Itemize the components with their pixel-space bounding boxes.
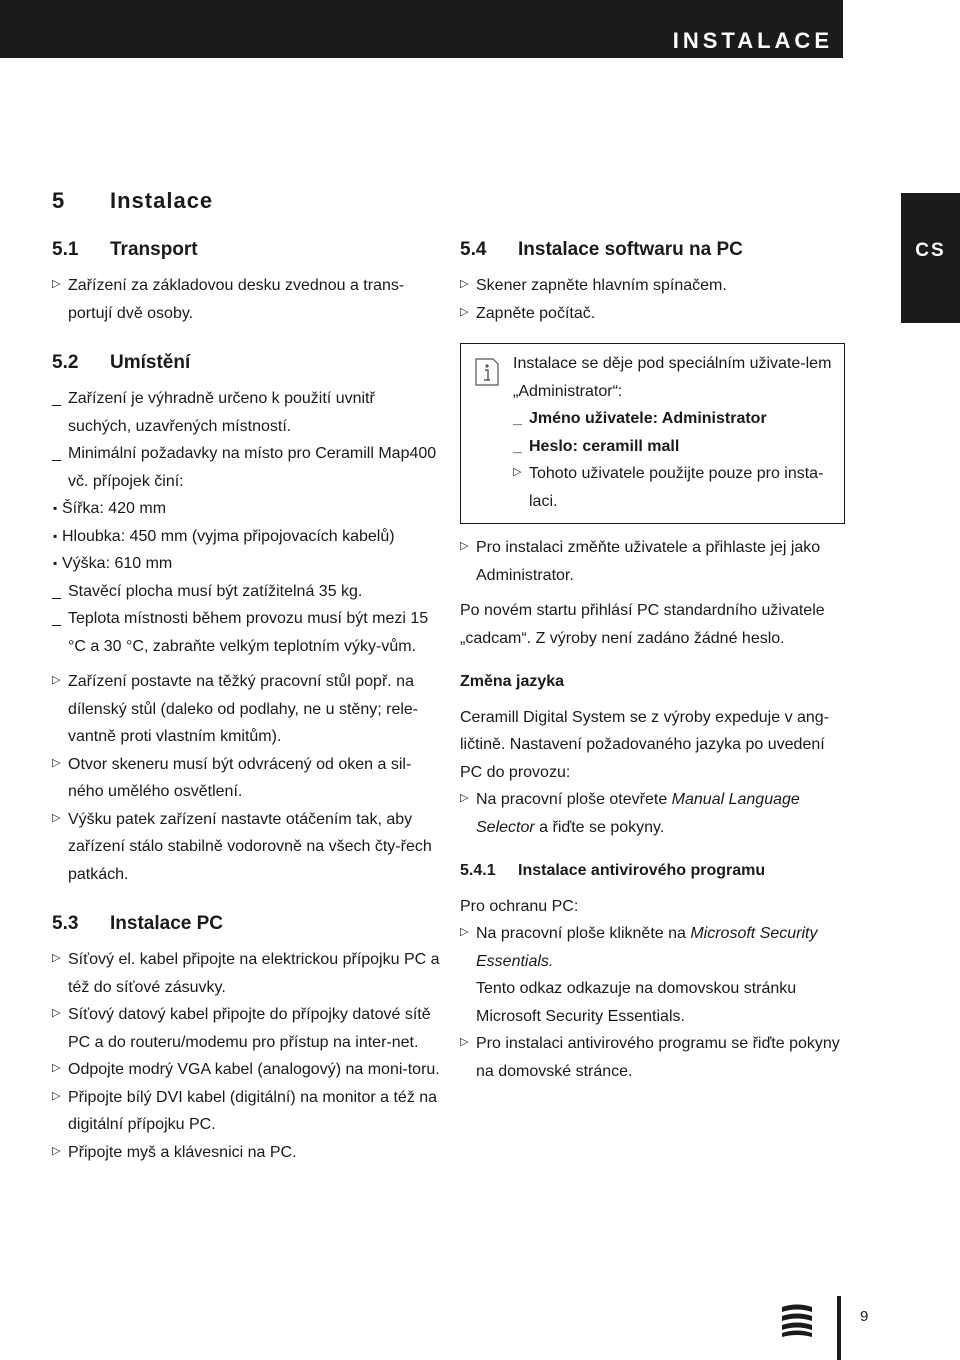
list-item: ▷ Na pracovní ploše klikněte na Microsoft Security Essentials. xyxy=(460,920,845,975)
list-item: ▷ Pro instalaci antivirového programu se řiďte pokyny na domovské stránce. xyxy=(460,1030,845,1085)
info-box xyxy=(460,343,845,524)
language-tab-label: CS xyxy=(915,240,946,261)
arrow-icon: ▷ xyxy=(460,792,469,804)
arrow-icon: ▷ xyxy=(52,1144,61,1157)
info-note: ▷ Tohoto uživatele použijte pouze pro insta-laci. xyxy=(513,460,832,515)
arrow-icon: ▷ xyxy=(52,1089,61,1102)
section-heading-transport: 5.1 Transport xyxy=(52,239,198,260)
arrow-icon: ▷ xyxy=(52,1062,61,1074)
arrow-icon: ▷ xyxy=(52,674,61,686)
running-header: INSTALACE xyxy=(672,28,833,53)
brand-logo-icon xyxy=(780,1303,814,1337)
arrow-icon: ▷ xyxy=(52,1007,61,1019)
section-heading-pc-install: 5.3 Instalace PC xyxy=(52,913,223,934)
arrow-icon: ▷ xyxy=(460,1036,469,1048)
section-heading-placement: 5.2 Umístění xyxy=(52,352,191,373)
page-number: 9 xyxy=(860,1308,869,1325)
subsection-heading-antivirus: 5.4.1 Instalace antivirového programu xyxy=(460,862,766,879)
arrow-icon: ▷ xyxy=(52,811,61,824)
list-item: ▷ Síťový el. kabel připojte na elektrickou přípojku PC a též do síťové zásuvky. xyxy=(52,946,442,1001)
info-username: _ Jméno uživatele: Administrator xyxy=(513,410,767,427)
paragraph: Po novém startu přihlásí PC standardního uživatele „cadcam“. Z výroby není zadáno žádné heslo. xyxy=(460,602,825,647)
info-password: _ Heslo: ceramill mall xyxy=(513,437,680,455)
list-item: ▷ Připojte myš a klávesnici na PC. xyxy=(52,1139,442,1167)
list-item: ▪ Šířka: 420 mm xyxy=(53,500,167,517)
list-item: _ Zařízení je výhradně určeno k použití uvnitř suchých, uzavřených místností. xyxy=(52,390,375,435)
arrow-icon: ▷ xyxy=(52,952,61,964)
arrow-icon: ▷ xyxy=(460,305,469,318)
arrow-icon: ▷ xyxy=(52,278,61,290)
right-column xyxy=(460,236,845,1085)
header-bar xyxy=(0,0,843,58)
chapter-heading: 5 Instalace xyxy=(52,188,214,213)
left-column xyxy=(52,186,442,1166)
subheading-language: Změna jazyka xyxy=(460,673,565,690)
info-text: Instalace se děje pod speciálním uživate-lem „Administrator“: xyxy=(513,355,832,400)
list-item: ▪ Výška: 610 mm xyxy=(53,555,173,572)
list-item: ▷ Síťový datový kabel připojte do přípojky datové sítě PC a do routeru/modemu pro přístup na inter-net. xyxy=(52,1001,442,1056)
arrow-icon: ▷ xyxy=(460,926,469,938)
list-item: ▷ Zapněte počítač. xyxy=(460,300,845,328)
list-item: ▷ Na pracovní ploše otevřete Manual Language Selector a řiďte se pokyny. xyxy=(460,786,845,841)
list-item: _ Stavěcí plocha musí být zatížitelná 35 kg. xyxy=(52,582,363,600)
arrow-icon: ▷ xyxy=(52,756,61,769)
list-item: ▷ Pro instalaci změňte uživatele a přihlaste jej jako Administrator. xyxy=(460,534,845,589)
arrow-icon: ▷ xyxy=(513,466,522,478)
list-item: ▪ Hloubka: 450 mm (vyjma připojovacích kabelů) xyxy=(53,527,395,545)
list-item: _ Minimální požadavky na místo pro Ceramill Map400 vč. přípojek činí: xyxy=(52,445,437,490)
arrow-icon: ▷ xyxy=(460,278,469,290)
list-item: ▷ Zařízení postavte na těžký pracovní stůl popř. na dílenský stůl (daleko od podlahy, ne u stěny; rele-vantně proti vlastním kmitům). xyxy=(52,668,442,751)
section-heading-software: 5.4 Instalace softwaru na PC xyxy=(460,239,743,260)
list-item: ▷ Zařízení za základovou desku zvednou a trans-portují dvě osoby. xyxy=(52,272,442,327)
list-item: ▷ Skener zapněte hlavním spínačem. xyxy=(460,272,845,300)
language-tab xyxy=(901,193,960,323)
list-item: _ Teplota místnosti během provozu musí být mezi 15 °C a 30 °C, zabraňte velkým teplotním výky-vům. xyxy=(52,610,429,655)
arrow-icon: ▷ xyxy=(460,540,469,552)
footer-rule xyxy=(837,1296,841,1360)
list-item: ▷ Připojte bílý DVI kabel (digitální) na monitor a též na digitální přípojku PC. xyxy=(52,1084,442,1139)
paragraph: Ceramill Digital System se z výroby expeduje v ang-ličtině. Nastavení požadovaného jazyka po uvedení PC do provozu: xyxy=(460,708,830,781)
list-item: ▷ Výšku patek zařízení nastavte otáčením tak, aby zařízení stálo stabilně vodorovně na všech čty-řech patkách. xyxy=(52,806,442,889)
list-item: ▷ Otvor skeneru musí být odvrácený od oken a sil-ného umělého osvětlení. xyxy=(52,751,442,806)
paragraph: Pro ochranu PC: xyxy=(460,897,579,915)
list-item-continuation: Tento odkaz odkazuje na domovskou stránku Microsoft Security Essentials. xyxy=(476,980,797,1025)
list-item: ▷ Odpojte modrý VGA kabel (analogový) na moni-toru. xyxy=(52,1056,442,1084)
info-icon xyxy=(475,358,499,386)
